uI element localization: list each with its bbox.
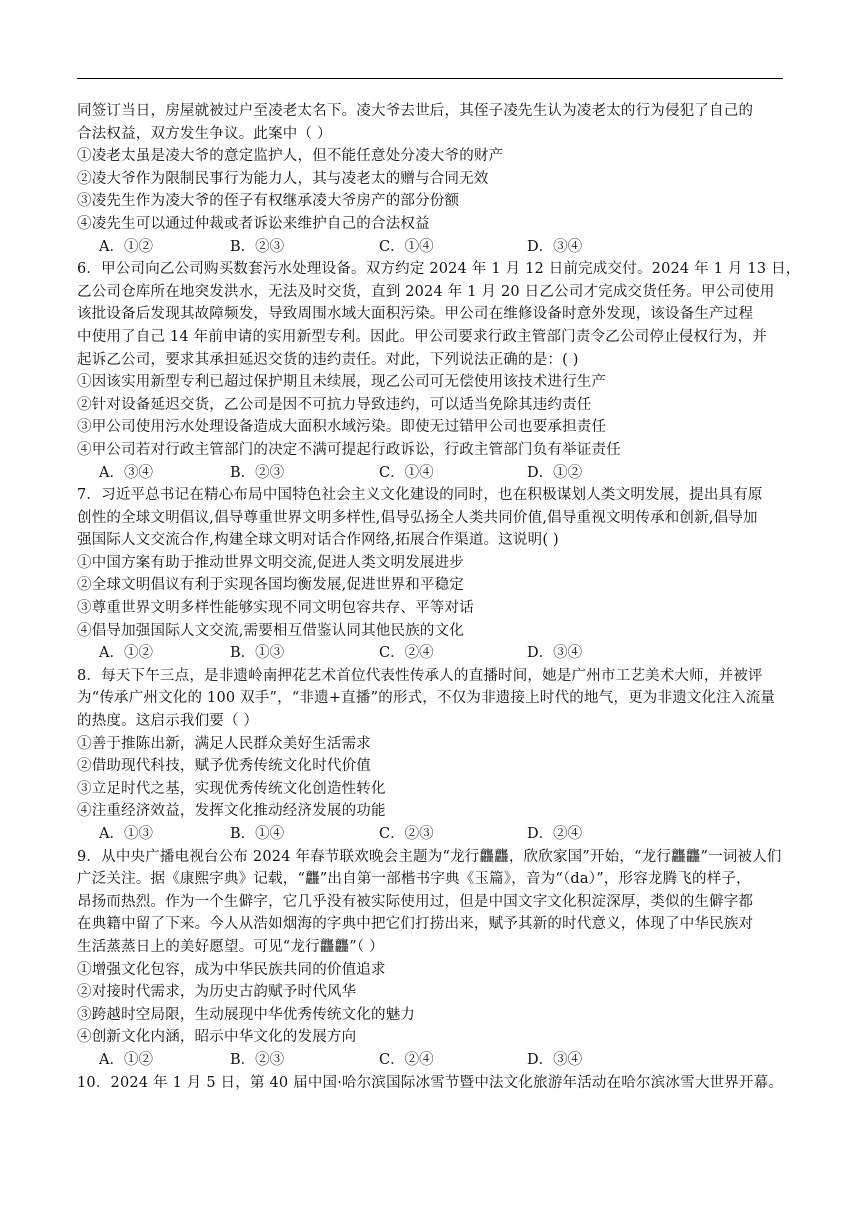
option-b: B．①④ xyxy=(230,826,285,842)
answer-options xyxy=(77,642,783,665)
option-d: D．①② xyxy=(527,464,583,481)
answer-options xyxy=(77,823,783,846)
text-line: 6．甲公司向乙公司购买数套污水处理设备。双方约定 2024 年 1 月 12 日前完成交付。2024 年 1 月 13 日， xyxy=(77,261,801,278)
option-a: A．③④ xyxy=(99,464,153,481)
text-line: 的热度。这启示我们要（ ） xyxy=(77,713,259,730)
text-line: 生活蒸蒸日上的美好愿望。可见“龙行龘龘”（ ） xyxy=(77,938,384,955)
text-line: 起诉乙公司，要求其承担延迟交货的违约责任。对此，下列说法正确的是：( ) xyxy=(77,351,579,368)
text-line: 中使用了自己 14 年前申请的实用新型专利。因此。甲公司要求行政主管部门责令乙公司停止侵权行为，并 xyxy=(77,328,767,345)
text-line: ①凌老太虽是凌大爷的意定监护人，但不能任意处分凌大爷的财产 xyxy=(77,148,504,165)
document-body xyxy=(77,100,801,1094)
text-line: 合法权益，双方发生争议。此案中（ ） xyxy=(77,125,332,142)
text-line: 昂扬而热烈。作为一个生僻字，它几乎没有被实际使用过，但是中国文字文化积淀深厚，类似的生僻字都 xyxy=(77,893,754,910)
text-line: ③凌先生作为凌大爷的侄子有权继承凌大爷房产的部分份额 xyxy=(77,193,460,210)
option-d: D．③④ xyxy=(527,238,583,255)
option-c: C．②③ xyxy=(379,826,434,842)
text-line: ①中国方案有助于推动世界文明交流,促进人类文明发展进步 xyxy=(77,554,465,571)
text-line: ④凌先生可以通过仲裁或者诉讼来维护自己的合法权益 xyxy=(77,215,430,232)
answer-options xyxy=(77,462,783,485)
option-d: D．③④ xyxy=(527,1051,583,1068)
text-line: 创性的全球文明倡议,倡导尊重世界文明多样性,倡导弘扬全人类共同价值,倡导重视文明传承和创新,倡导加 xyxy=(77,509,758,526)
text-line: 在典籍中留了下来。今人从浩如烟海的字典中把它们打捞出来，赋予其新的时代意义，体现了中华民族对 xyxy=(77,916,754,933)
text-line: ①善于推陈出新，满足人民群众美好生活需求 xyxy=(77,735,371,752)
text-line: 8．每天下午三点，是非遗岭南押花艺术首位代表性传承人的直播时间，她是广州市工艺美术大师，并被评 xyxy=(77,667,763,684)
text-line: ④倡导加强国际人文交流,需要相互借鉴认同其他民族的文化 xyxy=(77,622,465,639)
option-b: B．①③ xyxy=(230,645,285,662)
option-c: C．①④ xyxy=(379,464,434,481)
option-a: A．①③ xyxy=(99,826,153,842)
option-c: C．②④ xyxy=(379,645,434,662)
text-line: ③甲公司使用污水处理设备造成大面积水域污染。即使无过错甲公司也要承担责任 xyxy=(77,419,607,436)
text-line: ②对接时代需求，为历史古韵赋予时代风华 xyxy=(77,984,357,1001)
answer-options xyxy=(77,236,783,259)
text-line: ②全球文明倡议有利于实现各国均衡发展,促进世界和平稳定 xyxy=(77,577,465,594)
text-line: 该批设备后发现其故障频发，导致周围水域大面积污染。甲公司在维修设备时意外发现，该设备生产过程 xyxy=(77,306,754,323)
text-line: ③跨越时空局限，生动展现中华优秀传统文化的魅力 xyxy=(77,1006,416,1023)
option-a: A．①② xyxy=(99,1051,153,1068)
text-line: 乙公司仓库所在地突发洪水，无法及时交货，直到 2024 年 1 月 20 日乙公司才完成交货任务。甲公司使用 xyxy=(77,283,775,300)
option-a: A．①② xyxy=(99,645,153,662)
option-d: D．③④ xyxy=(527,645,583,662)
text-line: ④甲公司若对行政主管部门的决定不满可提起行政诉讼，行政主管部门负有举证责任 xyxy=(77,441,621,458)
option-a: A．①② xyxy=(99,238,153,255)
text-line: 10．2024 年 1 月 5 日，第 40 届中国·哈尔滨国际冰雪节暨中法文化旅游年活动在哈尔滨冰雪大世界开幕。 xyxy=(77,1074,784,1091)
header-rule xyxy=(77,78,783,79)
text-line: ③立足时代之基，实现优秀传统文化创造性转化 xyxy=(77,780,386,797)
text-line: ②针对设备延迟交货，乙公司是因不可抗力导致违约，可以适当免除其违约责任 xyxy=(77,396,592,413)
text-line: 9．从中央广播电视台公布 2024 年春节联欢晚会主题为“龙行龘龘，欣欣家国”开始，“龙行龘龘”一词被人们 xyxy=(77,848,782,865)
text-line: ②凌大爷作为限制民事行为能力人，其与凌老太的赠与合同无效 xyxy=(77,170,489,187)
text-line: 广泛关注。据《康熙字典》记载，“龘”出自第一部楷书字典《玉篇》，音为“（da）”，形容龙腾飞的样子， xyxy=(77,871,751,888)
text-line: ①因该实用新型专利已超过保护期且未续展，现乙公司可无偿使用该技术进行生产 xyxy=(77,374,607,391)
text-line: ①增强文化包容，成为中华民族共同的价值追求 xyxy=(77,961,386,978)
text-line: ②借助现代科技，赋予优秀传统文化时代价值 xyxy=(77,758,371,775)
answer-options xyxy=(77,1049,783,1072)
option-d: D．②④ xyxy=(527,826,583,842)
option-b: B．②③ xyxy=(230,1051,285,1068)
option-b: B．②③ xyxy=(230,464,285,481)
text-line: 7．习近平总书记在精心布局中国特色社会主义文化建设的同时，也在积极谋划人类文明发展，提出具有原 xyxy=(77,487,763,504)
text-line: ④创新文化内涵，昭示中华文化的发展方向 xyxy=(77,1029,357,1046)
text-line: ③尊重世界文明多样性能够实现不同文明包容共存、平等对话 xyxy=(77,600,474,617)
text-line: 强国际人文交流合作,构建全球文明对话合作网络,拓展合作渠道。这说明( ) xyxy=(77,532,559,549)
option-c: C．①④ xyxy=(379,238,434,255)
text-line: 为“传承广州文化的 100 双手”，“非遗+直播”的形式，不仅为非遗接上时代的地气，更为非遗文化注入流量 xyxy=(77,690,776,707)
text-line: ④注重经济效益，发挥文化推动经济发展的功能 xyxy=(77,803,386,820)
option-b: B．②③ xyxy=(230,238,285,255)
option-c: C．②④ xyxy=(379,1051,434,1068)
text-line: 同签订当日，房屋就被过户至凌老太名下。凌大爷去世后，其侄子凌先生认为凌老太的行为侵犯了自己的 xyxy=(77,103,754,119)
